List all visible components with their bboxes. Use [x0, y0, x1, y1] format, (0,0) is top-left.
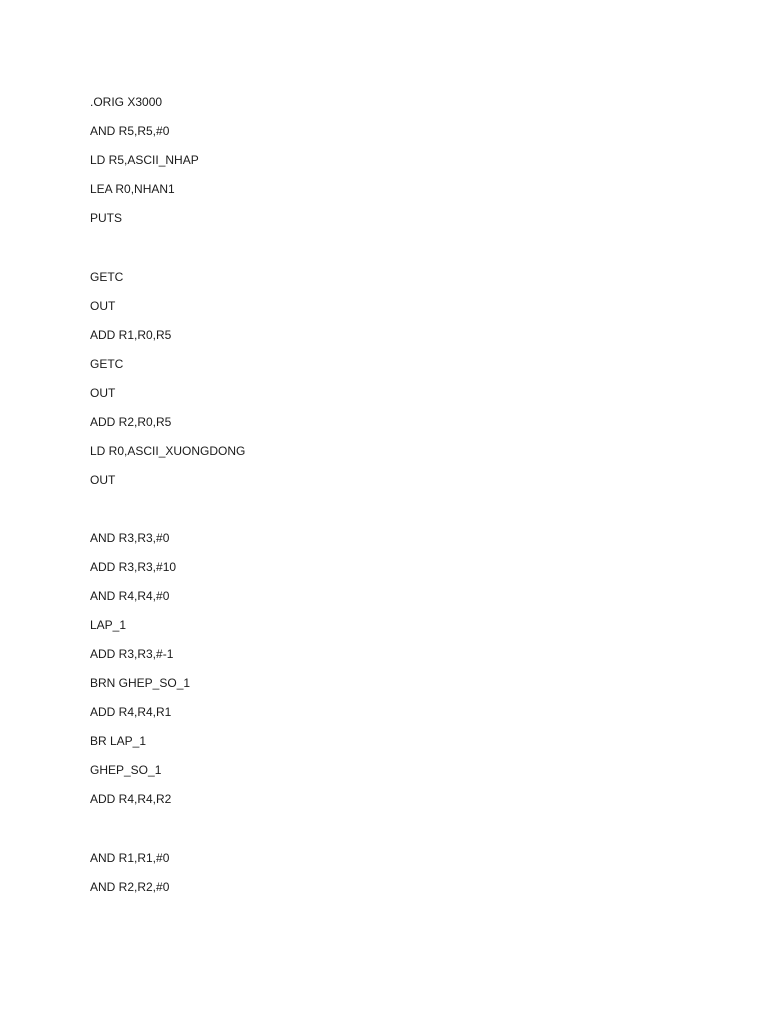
blank-line	[90, 239, 245, 269]
code-line: OUT	[90, 472, 116, 487]
code-line: AND R2,R2,#0	[90, 879, 170, 894]
code-line: ADD R3,R3,#-1	[90, 647, 174, 661]
blank-line	[90, 820, 245, 850]
code-line: AND R4,R4,#0	[90, 589, 170, 603]
code-line: GETC	[90, 269, 124, 284]
code-line: ADD R1,R0,R5	[90, 327, 172, 342]
code-line: PUTS	[90, 211, 123, 225]
code-line: LAP_1	[90, 618, 127, 632]
code-line: BR LAP_1	[90, 734, 147, 748]
code-line: ADD R4,R4,R1	[90, 705, 172, 719]
code-line: GHEP_SO_1	[90, 763, 162, 777]
code-line: OUT	[90, 385, 116, 400]
code-line: AND R1,R1,#0	[90, 850, 170, 865]
code-line: LD R0,ASCII_XUONGDONG	[90, 443, 246, 458]
assembly-code-listing	[90, 94, 245, 908]
code-line: .ORIG X3000	[90, 95, 163, 109]
code-line: AND R5,R5,#0	[90, 124, 170, 138]
code-line: ADD R4,R4,R2	[90, 792, 172, 806]
blank-line	[90, 501, 245, 531]
code-line: BRN GHEP_SO_1	[90, 676, 191, 690]
code-line: ADD R2,R0,R5	[90, 414, 172, 429]
code-line: GETC	[90, 356, 124, 371]
code-line: OUT	[90, 298, 116, 313]
code-line: LD R5,ASCII_NHAP	[90, 153, 199, 167]
code-line: LEA R0,NHAN1	[90, 182, 175, 196]
code-line: ADD R3,R3,#10	[90, 560, 177, 574]
code-line: AND R3,R3,#0	[90, 531, 170, 545]
